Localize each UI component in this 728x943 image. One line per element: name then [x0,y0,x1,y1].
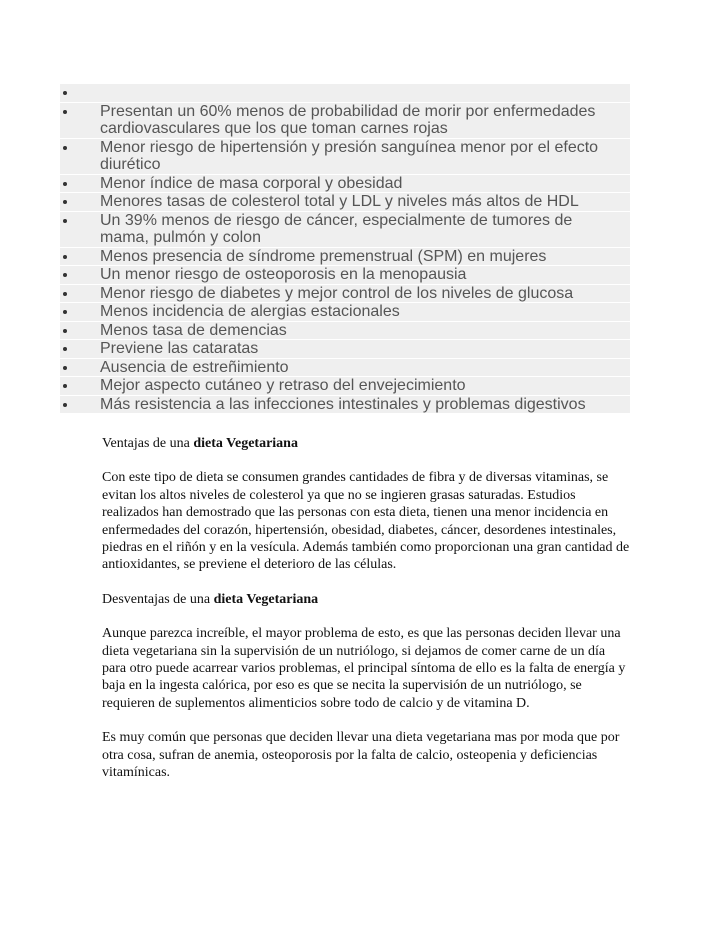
list-item: Menor índice de masa corporal y obesidad [60,175,630,194]
closing-paragraph: Es muy común que personas que deciden llevar una dieta vegetariana mas por moda que por otra cosa, sufran de anemia, osteoporosis por la falta de calcio, osteopenia y deficiencias vitamínicas. [102,730,620,781]
bullet-icon [63,91,67,95]
list-item: Menos tasa de demencias [60,322,630,341]
list-item: Presentan un 60% menos de probabilidad de morir por enfermedades cardiovasculares que los que toman carnes rojas [60,103,630,139]
bullet-icon [63,110,67,114]
bullet-icon [63,182,67,186]
desventajas-heading: Desventajas de una dieta Vegetariana [102,591,319,607]
bullet-icon [63,403,67,407]
article-text [102,435,632,799]
list-item: Menos presencia de síndrome premenstrual (SPM) en mujeres [60,248,630,267]
list-item: Mejor aspecto cutáneo y retraso del envejecimiento [60,377,630,396]
benefits-list-box [60,84,630,414]
list-item [60,84,630,103]
list-item: Menor riesgo de hipertensión y presión sanguínea menor por el efecto diurético [60,139,630,175]
desventajas-paragraph: Aunque parezca increíble, el mayor problema de esto, es que las personas deciden llevar una dieta vegetariana sin la supervisión de un nutriólogo, si dejamos de comer carne de un día para otro puede acarrear varios problemas, el principal síntoma de ello es la falta de energía y baja en la ingesta calórica, por eso es que se necita la supervisión de un nutriólogo, se requieren de suplementos alimenticios sobre todo de calcio y de vitamina D. [102,626,626,711]
bullet-icon [63,329,67,333]
ventajas-paragraph: Con este tipo de dieta se consumen grandes cantidades de fibra y de diversas vitaminas, se evitan los altos niveles de colesterol ya que no se ingieren grasas saturadas. Estudios realizados han demostrado que las personas con esta dieta, tienen una menor incidencia en enfermedades del corazón, hipertensión, obesidad, diabetes, cáncer, desordenes intestinales, piedras en el riñón y en la vesícula. Además también como proporcionan una gran cantidad de antioxidantes, se previene el deterioro de las células. [102,470,630,573]
bullet-icon [63,292,67,296]
list-item: Ausencia de estreñimiento [60,359,630,378]
list-item: Un 39% menos de riesgo de cáncer, especialmente de tumores de mama, pulmón y colon [60,212,630,248]
bullet-icon [63,347,67,351]
bullet-icon [63,146,67,150]
list-item: Menor riesgo de diabetes y mejor control de los niveles de glucosa [60,285,630,304]
list-item: Menores tasas de colesterol total y LDL y niveles más altos de HDL [60,193,630,212]
bullet-icon [63,366,67,370]
list-item: Más resistencia a las infecciones intestinales y problemas digestivos [60,396,630,415]
bullet-icon [63,200,67,204]
bullet-icon [63,273,67,277]
benefits-list [60,84,630,414]
bullet-icon [63,310,67,314]
bullet-icon [63,255,67,259]
list-item: Un menor riesgo de osteoporosis en la menopausia [60,266,630,285]
bullet-icon [63,384,67,388]
bullet-icon [63,219,67,223]
ventajas-heading: Ventajas de una dieta Vegetariana [102,436,298,451]
list-item: Menos incidencia de alergias estacionales [60,303,630,322]
list-item: Previene las cataratas [60,340,630,359]
